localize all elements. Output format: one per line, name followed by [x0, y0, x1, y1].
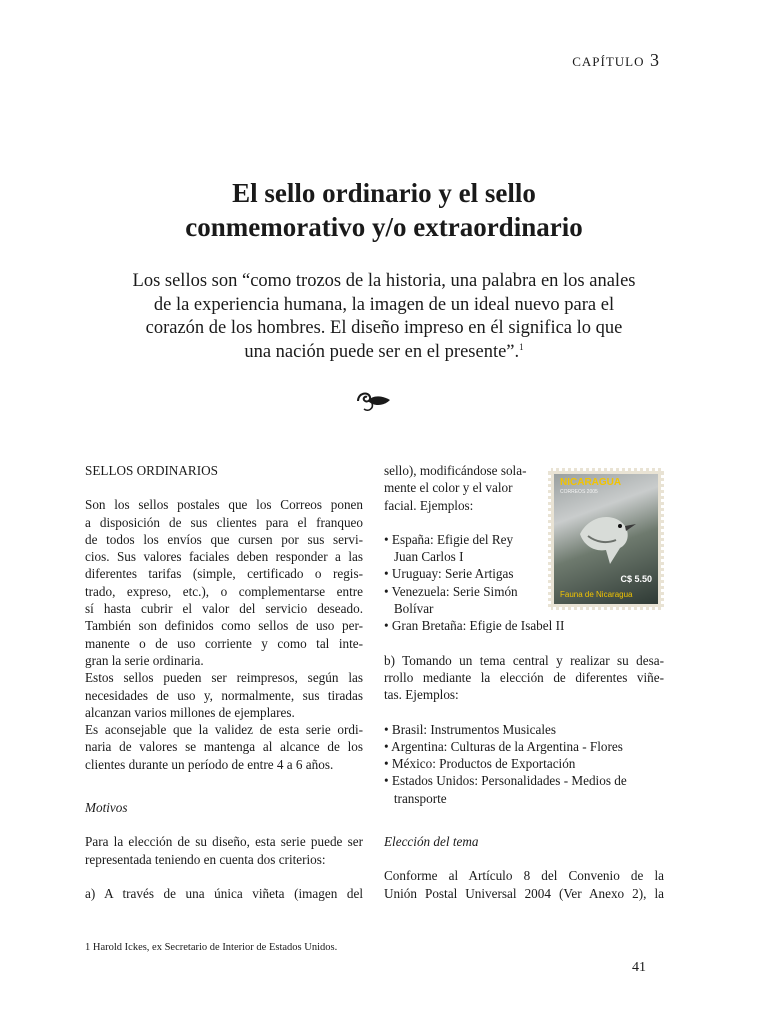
- text-line: representada teniendo en cuenta dos criterios:: [85, 851, 326, 867]
- list-item: • Argentina: Culturas de la Argentina - Flores: [384, 738, 623, 754]
- list-item: • Venezuela: Serie Simón: [384, 583, 518, 599]
- text-line: de todos los envíos que cursen por sus servi-: [85, 531, 363, 547]
- list-item-cont: Juan Carlos I: [384, 549, 464, 565]
- text-line: sello), modificándose sola-: [384, 463, 527, 478]
- text-line: naria de valores se mantenga al alcance de los: [85, 739, 363, 755]
- stamp-value: C$ 5.50: [620, 574, 652, 584]
- text-line: También son definidos como sellos de uso per-: [85, 618, 363, 634]
- text-line: manente o de uso corriente y como tal inte-: [85, 635, 363, 651]
- text-line: a disposición de sus clientes para el franqueo: [85, 514, 363, 530]
- section-heading: SELLOS ORDINARIOS: [85, 463, 218, 478]
- footnote: 1 Harold Ickes, ex Secretario de Interior de Estados Unidos.: [85, 942, 338, 953]
- text-line: alcanzan varios millones de ejemplares.: [85, 704, 295, 720]
- epigraph-line-last: [90, 341, 678, 365]
- epigraph: [90, 270, 678, 364]
- epigraph-line: de la experiencia humana, la imagen de un ideal nuevo para el: [153, 294, 615, 315]
- list-item: • España: Efigie del Rey: [384, 531, 514, 547]
- bird-icon: [570, 504, 640, 574]
- fleuron-ornament-icon: [354, 387, 394, 415]
- stamp-country: NICARAGUA: [560, 477, 622, 488]
- text-line: Para la elección de su diseño, esta serie puede ser: [85, 834, 363, 850]
- text-line: Unión Postal Universal 2004 (Ver Anexo 2), la: [384, 885, 664, 901]
- list-item: • Uruguay: Serie Artigas: [384, 566, 514, 582]
- text-line: tas. Ejemplos:: [384, 687, 459, 703]
- title-line-1: El sello ordinario y el sello: [232, 178, 536, 208]
- stamp-caption: Fauna de Nicaragua: [560, 590, 633, 599]
- text-line: Son los sellos postales que los Correos ponen: [85, 497, 363, 513]
- list-item: • México: Productos de Exportación: [384, 756, 576, 772]
- text-line: gran la serie ordinaria.: [85, 652, 204, 668]
- list-item: • Brasil: Instrumentos Musicales: [384, 721, 557, 737]
- text-line: diferentes tarifas (simple, certificado o regis-: [85, 566, 363, 582]
- stamp-subtitle: CORREOS 2005: [560, 489, 598, 495]
- epigraph-line: una nación puede ser en el presente”.: [244, 341, 520, 362]
- text-line: Estos sellos pueden ser reimpresos, según las: [85, 670, 363, 686]
- text-line: clientes durante un período de entre 4 a 6 años.: [85, 756, 334, 772]
- text-line: Es aconsejable que la validez de esta serie ordi-: [85, 722, 363, 738]
- page-number: 41: [632, 960, 646, 975]
- text-line: mente el color y el valor: [384, 480, 513, 496]
- footnote-ref: 1: [519, 341, 524, 352]
- title-line-2: conmemorativo y/o extraordinario: [185, 212, 583, 242]
- text-line: a) A través de una única viñeta (imagen del: [85, 885, 363, 901]
- subheading: Motivos: [85, 800, 128, 816]
- left-column: [85, 462, 363, 902]
- page-title: [0, 176, 768, 244]
- stamp-image: [548, 468, 664, 610]
- stamp-picture: [554, 474, 658, 604]
- subheading: Elección del tema: [384, 834, 479, 850]
- text-line: necesidades de uso y, normalmente, sus tiradas: [85, 687, 363, 703]
- epigraph-line: Los sellos son “como trozos de la historia, una palabra en los anales: [132, 271, 636, 291]
- text-line: facial. Ejemplos:: [384, 497, 474, 513]
- text-line: rrollo mediante la elección de diferentes viñe-: [384, 669, 664, 685]
- chapter-label: capítulo 3: [572, 50, 660, 70]
- text-line: Conforme al Artículo 8 del Convenio de la: [384, 868, 664, 884]
- text-line: b) Tomando un tema central y realizar su desa-: [384, 652, 664, 668]
- text-line: cios. Sus valores faciales deben responder a las: [85, 549, 363, 565]
- list-item: • Estados Unidos: Personalidades - Medios de: [384, 773, 627, 789]
- list-item: • Gran Bretaña: Efigie de Isabel II: [384, 618, 565, 634]
- list-item-cont: Bolívar: [384, 601, 434, 617]
- list-item-cont: transporte: [384, 790, 447, 806]
- text-line: trado, expreso, etc.), o complementarse entre: [85, 583, 363, 599]
- text-line: sí hasta cubrir el valor del servicio deseado.: [85, 601, 363, 617]
- epigraph-line: corazón de los hombres. El diseño impreso en él significa lo que: [145, 318, 623, 338]
